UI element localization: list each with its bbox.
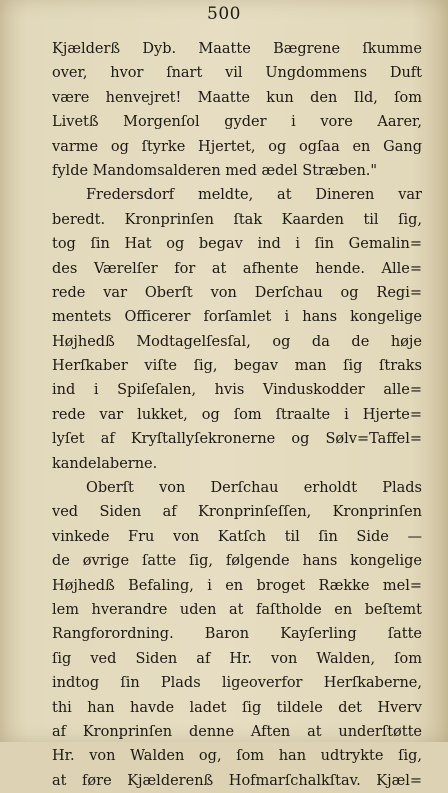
text-line: af Kronprinſen denne Aften at underſtøtte	[52, 723, 422, 740]
text-line: at føre Kjælderenß Hofmarſchalkſtav. Kjæl=	[52, 772, 422, 789]
text-line: de øvrige ſatte ſig, følgende hans kongelige	[52, 553, 422, 570]
text-line: ved Siden af Kronprinſeſſen, Kronprinſen	[52, 504, 422, 521]
text-line: Fredersdorf meldte, at Dineren var	[86, 187, 422, 204]
text-line: rede var Oberſt von Derſchau og Regi=	[52, 284, 422, 301]
text-line: kandelaberne.	[52, 455, 158, 472]
text-line: Rangforordning. Baron Kayſerling ſatte	[52, 626, 422, 643]
body-text	[52, 37, 422, 793]
text-line: mentets Officerer forſamlet i hans kongelige	[52, 309, 422, 326]
text-line: rede var lukket, og ſom ſtraalte i Hjerte=	[52, 406, 422, 423]
text-line: Højhedß Modtagelſesſal, og da de høje	[52, 333, 422, 350]
text-line: fylde Mandomsalderen med ædel Stræben."	[52, 162, 378, 179]
text-line: varme og ſtyrke Hjertet, og ogſaa en Gang	[52, 138, 422, 155]
text-line: ind i Spiſeſalen, hvis Vinduskodder alle=	[52, 382, 422, 399]
text-line: over, hvor ſnart vil Ungdommens Duft	[52, 65, 422, 82]
text-line: Herſkaber viſte ſig, begav man ſig ſtraks	[52, 358, 422, 375]
text-line: beredt. Kronprinſen ſtak Kaarden til ſig,	[52, 211, 422, 228]
text-line: være henvejret! Maatte kun den Ild, ſom	[52, 89, 422, 106]
text-line: lyſet af Kryſtallyſekronerne og Sølv=Taffel=	[52, 431, 422, 448]
text-line: Oberſt von Derſchau erholdt Plads	[86, 480, 422, 497]
text-line: lem hverandre uden at faſtholde en beſtemt	[52, 601, 422, 618]
text-line: Hr. von Walden og, ſom han udtrykte ſig,	[52, 748, 422, 765]
text-line: vinkede Fru von Katſch til ſin Side —	[52, 528, 422, 545]
text-line: indtog ſin Plads ligeoverfor Herſkaberne,	[52, 675, 422, 692]
text-line: tog ſin Hat og begav ind i ſin Gemalin=	[52, 236, 422, 253]
text-line: des Værelſer for at afhente hende. Alle=	[52, 260, 422, 277]
text-line: Kjælderß Dyb. Maatte Bægrene ſkumme	[52, 41, 422, 57]
text-line: ſig ved Siden af Hr. von Walden, ſom	[52, 650, 422, 667]
text-line: Livetß Morgenſol gyder i vore Aarer,	[52, 114, 422, 131]
page-number: 500	[207, 4, 241, 24]
text-line: thi han havde ladet ſig tildele det Hverv	[52, 699, 422, 716]
text-line: Højhedß Befaling, i en broget Række mel=	[52, 577, 422, 594]
